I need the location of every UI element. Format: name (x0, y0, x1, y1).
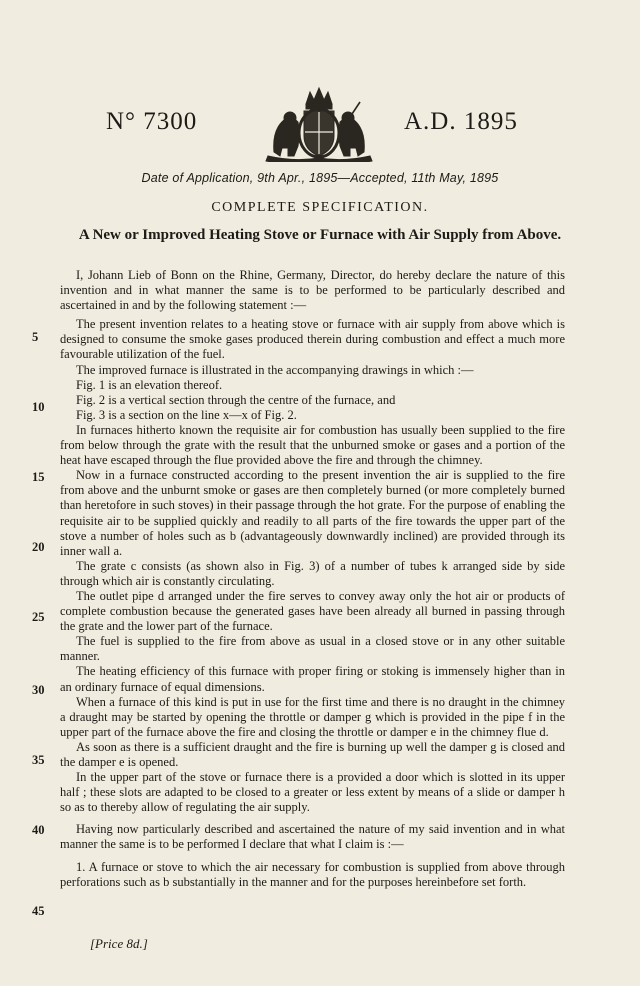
paragraph-declaration: I, Johann Lieb of Bonn on the Rhine, Germany, Director, do hereby declare the nature of this invention and in what manner the same is to be performed to be particularly described and ascertained in and by the following statement :— (60, 268, 565, 313)
application-date-line: Date of Application, 9th Apr., 1895—Accepted, 11th May, 1895 (141, 171, 499, 185)
paragraph: Fig. 3 is a section on the line x—x of Fig. 2. (76, 407, 297, 422)
specification-body (60, 268, 565, 890)
specification-heading: COMPLETE SPECIFICATION. (211, 200, 429, 215)
paragraph: When a furnace of this kind is put in use for the first time and there is no draught in the chimney a draught may be started by opening the throttle or damper g which is provided in the pipe f in the upper part of the furnace above the fire and closing the throttle or damper e in the chimney flue d. (60, 694, 565, 739)
invention-title: A New or Improved Heating Stove or Furnace with Air Supply from Above. (78, 227, 562, 243)
paragraph-claim-1: 1. A furnace or stove to which the air necessary for combustion is supplied from above through perforations such as b substantially in the manner and for the purposes hereinbefore set forth. (60, 859, 565, 889)
paragraph: The grate c consists (as shown also in Fig. 3) of a number of tubes k arranged side by side through which air is constantly circulating. (60, 558, 565, 588)
line-number: 10 (32, 400, 45, 414)
paragraph-claim-intro: Having now particularly described and ascertained the nature of my said invention and in what manner the same is to be performed I declare that what I claim is :— (60, 822, 565, 852)
price-label: [Price 8d.] (90, 936, 148, 951)
line-number: 45 (32, 904, 45, 918)
paragraph: As soon as there is a sufficient draught and the fire is burning up well the damper g is closed and the damper e is opened. (60, 739, 565, 769)
line-number: 15 (32, 470, 45, 484)
paragraph: The fuel is supplied to the fire from above as usual in a closed stove or in any other suitable manner. (60, 634, 565, 664)
paragraph: The outlet pipe d arranged under the fire serves to convey away only the hot air or products of complete combustion because the generated gases have been already all burned in passing through the grate and the lower part of the furnace. (60, 588, 565, 634)
line-number: 5 (32, 330, 39, 344)
paragraph: The present invention relates to a heating stove or furnace with air supply from above which is designed to consume the smoke gases produced therein during combustion and effect a much more favourable utilization of the fuel. (60, 317, 565, 362)
royal-coat-of-arms-emblem (254, 86, 384, 162)
line-number: 20 (32, 540, 45, 554)
paragraph: In furnaces hitherto known the requisite air for combustion has usually been supplied to the fire from below through the grate with the result that the unburned smoke or gases and a portion of the heat have escaped through the flue provided above the fire and through the chimney. (60, 422, 565, 468)
line-number: 30 (32, 683, 45, 697)
line-number: 40 (32, 823, 45, 837)
patent-year: A.D. 1895 (404, 108, 518, 135)
paragraph: Now in a furnace constructed according to the present invention the air is supplied to the fire from above and the unburnt smoke or gases are then completely burned (or more completely burned than heretofore in such stoves) in their passage through the hot grate. For the purpose of enabling the requisite air to be supplied quickly and readily to all parts of the fire towards the upper part of the stove a number of holes such as b (advantageously downwardly inclined) are provided through its inner wall a. (60, 468, 565, 558)
line-number: 25 (32, 610, 45, 624)
line-number: 35 (32, 753, 45, 767)
paragraph: Fig. 1 is an elevation thereof. (76, 377, 223, 392)
paragraph: The improved furnace is illustrated in the accompanying drawings in which :— (76, 362, 474, 377)
paragraph: The heating efficiency of this furnace with proper firing or stoking is immensely higher than in an ordinary furnace of equal dimensions. (60, 664, 565, 694)
paragraph: In the upper part of the stove or furnace there is a provided a door which is slotted in its upper half ; these slots are adapted to be closed to a greater or less extent by means of a slide or damper h so as to thereby allow of regulating the air supply. (60, 770, 565, 815)
patent-number: N° 7300 (106, 108, 198, 135)
paragraph: Fig. 2 is a vertical section through the centre of the furnace, and (76, 392, 396, 407)
